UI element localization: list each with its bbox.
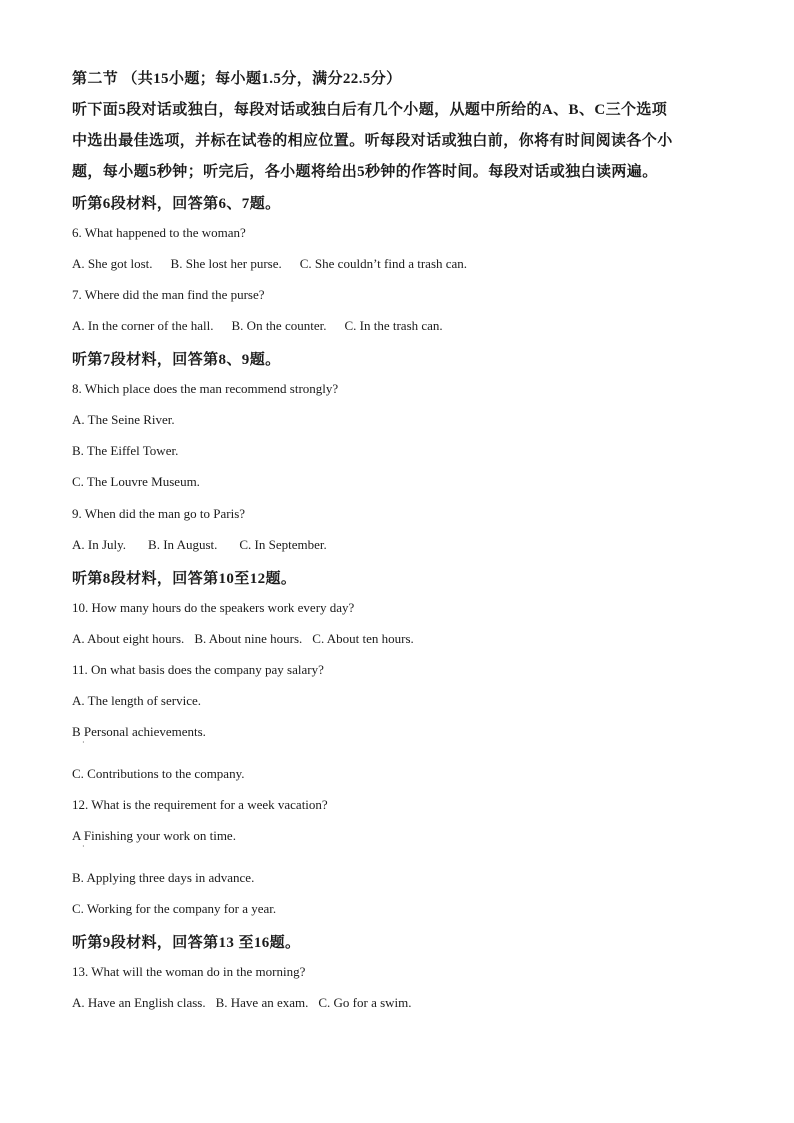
option-12a: A Finishing your work on time. <box>72 828 236 843</box>
option-12b: B. Applying three days in advance. <box>72 870 255 885</box>
options-9 <box>72 537 327 553</box>
instructions-line-2: 中选出最佳选项，并标在试卷的相应位置。听每段对话或独白前，你将有时间阅读各个小 <box>72 133 673 149</box>
option-6b: B. She lost her purse. <box>170 256 282 271</box>
option-8c: C. The Louvre Museum. <box>72 474 200 489</box>
option-9b: B. In August. <box>148 537 218 552</box>
options-7 <box>72 318 443 334</box>
question-8: 8. Which place does the man recommend strongly? <box>72 381 339 396</box>
option-13b: B. Have an exam. <box>215 995 309 1010</box>
option-10c: C. About ten hours. <box>312 631 414 646</box>
question-6: 6. What happened to the woman? <box>72 225 246 240</box>
question-12: 12. What is the requirement for a week vacation? <box>72 797 328 812</box>
instructions-line-1: 听下面5段对话或独白，每段对话或独白后有几个小题，从题中所给的A、B、C三个选项 <box>72 102 668 118</box>
option-7b: B. On the counter. <box>231 318 327 333</box>
option-9a: A. In July. <box>72 537 127 552</box>
question-10: 10. How many hours do the speakers work every day? <box>72 600 355 615</box>
option-13a: A. Have an English class. <box>72 995 206 1010</box>
options-6 <box>72 256 467 272</box>
stray-dot-mark: · <box>82 738 85 747</box>
option-11a: A. The length of service. <box>72 693 201 708</box>
question-7: 7. Where did the man find the purse? <box>72 287 265 302</box>
option-10a: A. About eight hours. <box>72 631 185 646</box>
question-13: 13. What will the woman do in the morning? <box>72 964 306 979</box>
section-title: 第二节 （共15小题；每小题1.5分，满分22.5分） <box>72 71 402 87</box>
heading-passage-9: 听第9段材料，回答第13 至16题。 <box>72 935 301 951</box>
option-11b: B Personal achievements. <box>72 724 206 739</box>
option-8b: B. The Eiffel Tower. <box>72 443 179 458</box>
question-11: 11. On what basis does the company pay salary? <box>72 662 324 677</box>
options-13 <box>72 995 412 1011</box>
option-12c: C. Working for the company for a year. <box>72 901 277 916</box>
stray-dot-mark: · <box>82 842 85 851</box>
options-10 <box>72 631 414 647</box>
option-10b: B. About nine hours. <box>194 631 303 646</box>
option-6a: A. She got lost. <box>72 256 153 271</box>
option-9c: C. In September. <box>239 537 327 552</box>
option-8a: A. The Seine River. <box>72 412 175 427</box>
option-6c: C. She couldn’t find a trash can. <box>299 256 468 271</box>
option-7c: C. In the trash can. <box>344 318 443 333</box>
option-11c: C. Contributions to the company. <box>72 766 245 781</box>
heading-passage-6: 听第6段材料，回答第6、7题。 <box>72 196 281 212</box>
heading-passage-7: 听第7段材料，回答第8、9题。 <box>72 352 281 368</box>
instructions-line-3: 题，每小题5秒钟；听完后，各小题将给出5秒钟的作答时间。每段对话或独白读两遍。 <box>72 164 658 180</box>
question-9: 9. When did the man go to Paris? <box>72 506 246 521</box>
heading-passage-8: 听第8段材料，回答第10至12题。 <box>72 571 297 587</box>
option-13c: C. Go for a swim. <box>318 995 412 1010</box>
option-7a: A. In the corner of the hall. <box>72 318 214 333</box>
